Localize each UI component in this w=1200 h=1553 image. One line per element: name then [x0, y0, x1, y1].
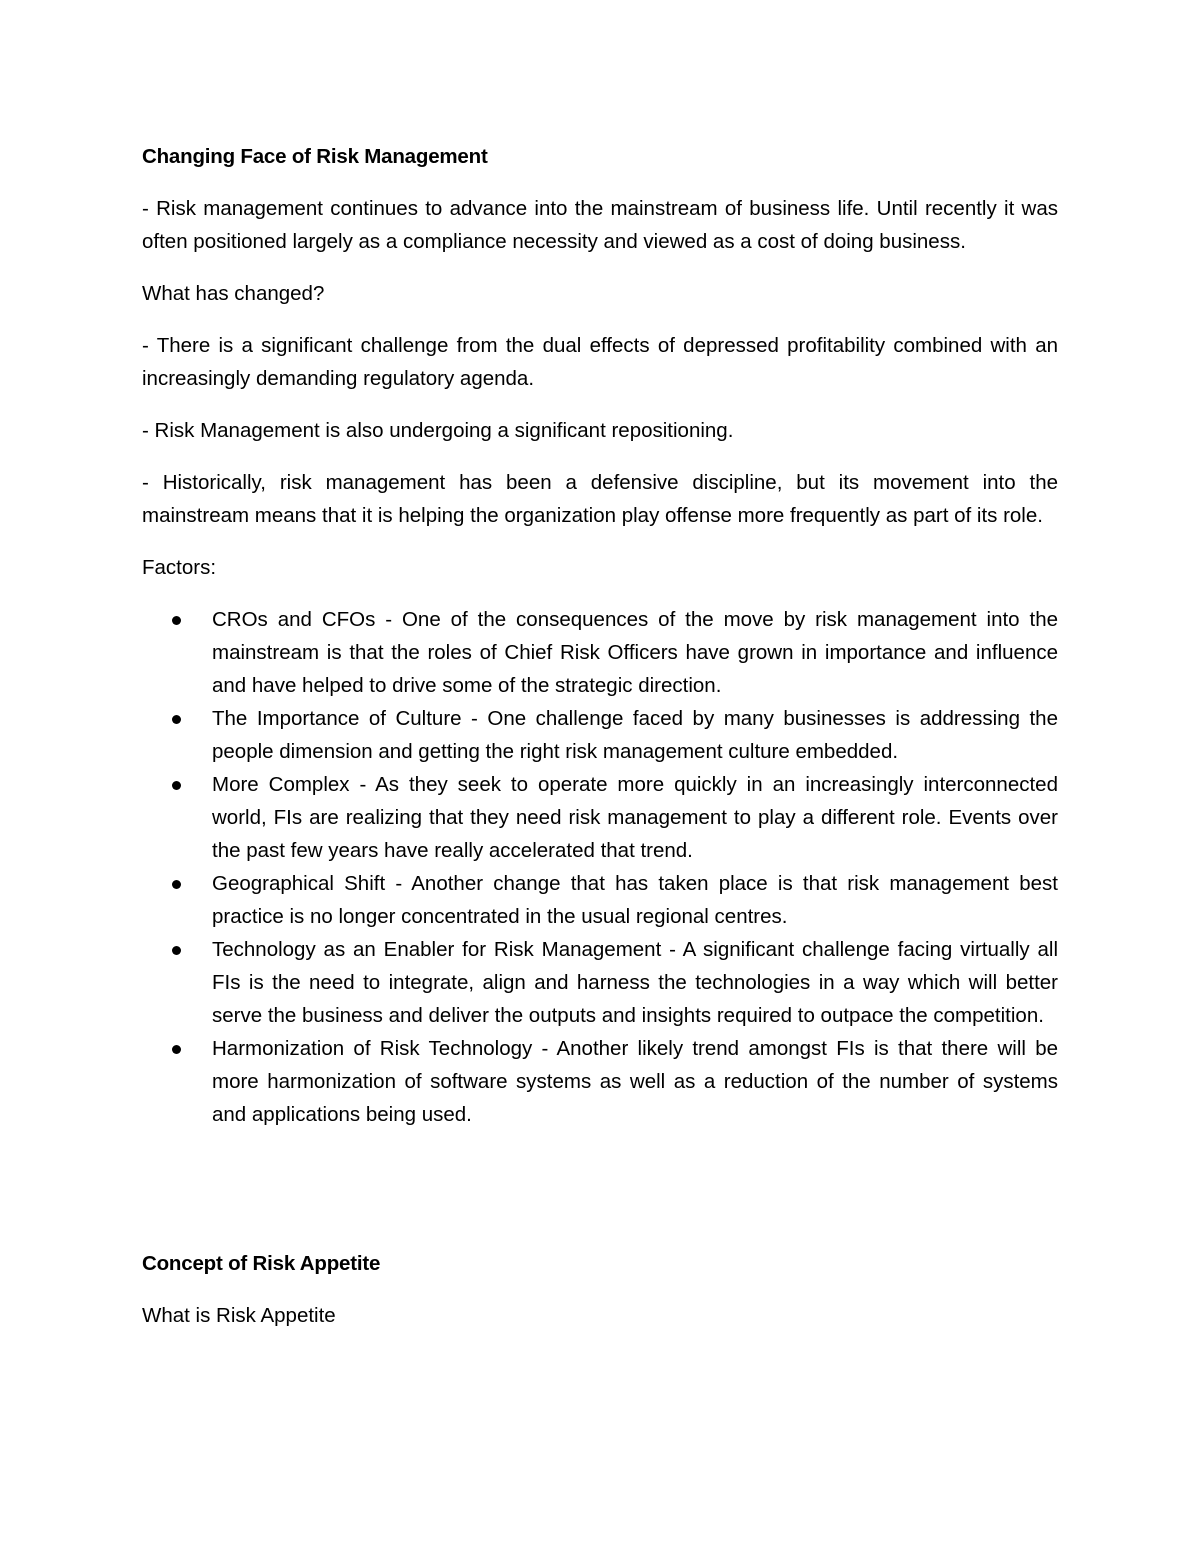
bullet-icon	[172, 781, 181, 790]
change-point-3: - Historically, risk management has been a defensive discipline, but its movement into the mainstream means that it is helping the organization play offense more frequently as part of its role.	[142, 471, 1058, 527]
factor-text: More Complex - As they seek to operate more quickly in an increasingly interconnected world, FIs are realizing that they need risk management to play a different role. Events over the past few years have really accelerated that trend.	[212, 773, 1058, 862]
what-changed-question: What has changed?	[142, 282, 325, 305]
bullet-icon	[172, 715, 181, 724]
factor-item	[142, 867, 1058, 933]
factor-item	[142, 702, 1058, 768]
factor-text: Harmonization of Risk Technology - Another likely trend amongst FIs is that there will be more harmonization of software systems as well as a reduction of the number of systems and applications being used.	[212, 1037, 1058, 1126]
bullet-icon	[172, 616, 181, 625]
change-point-1: - There is a significant challenge from the dual effects of depressed profitability combined with an increasingly demanding regulatory agenda.	[142, 334, 1058, 390]
bullet-icon	[172, 946, 181, 955]
factor-item	[142, 768, 1058, 867]
risk-appetite-subtitle: What is Risk Appetite	[142, 1304, 336, 1327]
document-page	[142, 140, 1058, 1351]
factor-text: Geographical Shift - Another change that has taken place is that risk management best practice is no longer concentrated in the usual regional centres.	[212, 872, 1058, 928]
bullet-icon	[172, 880, 181, 889]
intro-paragraph: - Risk management continues to advance into the mainstream of business life. Until recently it was often positioned largely as a compliance necessity and viewed as a cost of doing business.	[142, 197, 1058, 253]
factor-text: The Importance of Culture - One challenge faced by many businesses is addressing the people dimension and getting the right risk management culture embedded.	[212, 707, 1058, 763]
factors-list	[142, 603, 1058, 1131]
factor-text: Technology as an Enabler for Risk Management - A significant challenge facing virtually all FIs is the need to integrate, align and harness the technologies in a way which will better serve the business and deliver the outputs and insights required to outpace the competition.	[212, 938, 1058, 1027]
factor-item	[142, 933, 1058, 1032]
factor-item	[142, 603, 1058, 702]
section-title-risk-appetite: Concept of Risk Appetite	[142, 1252, 381, 1275]
bullet-icon	[172, 1045, 181, 1054]
section-title-changing-face: Changing Face of Risk Management	[142, 145, 488, 168]
factors-label: Factors:	[142, 556, 217, 579]
factor-item	[142, 1032, 1058, 1131]
section-spacer	[142, 1131, 1058, 1247]
factor-text: CROs and CFOs - One of the consequences of the move by risk management into the mainstream is that the roles of Chief Risk Officers have grown in importance and influence and have helped to drive some of the strategic direction.	[212, 608, 1058, 697]
change-point-2: - Risk Management is also undergoing a significant repositioning.	[142, 419, 734, 442]
